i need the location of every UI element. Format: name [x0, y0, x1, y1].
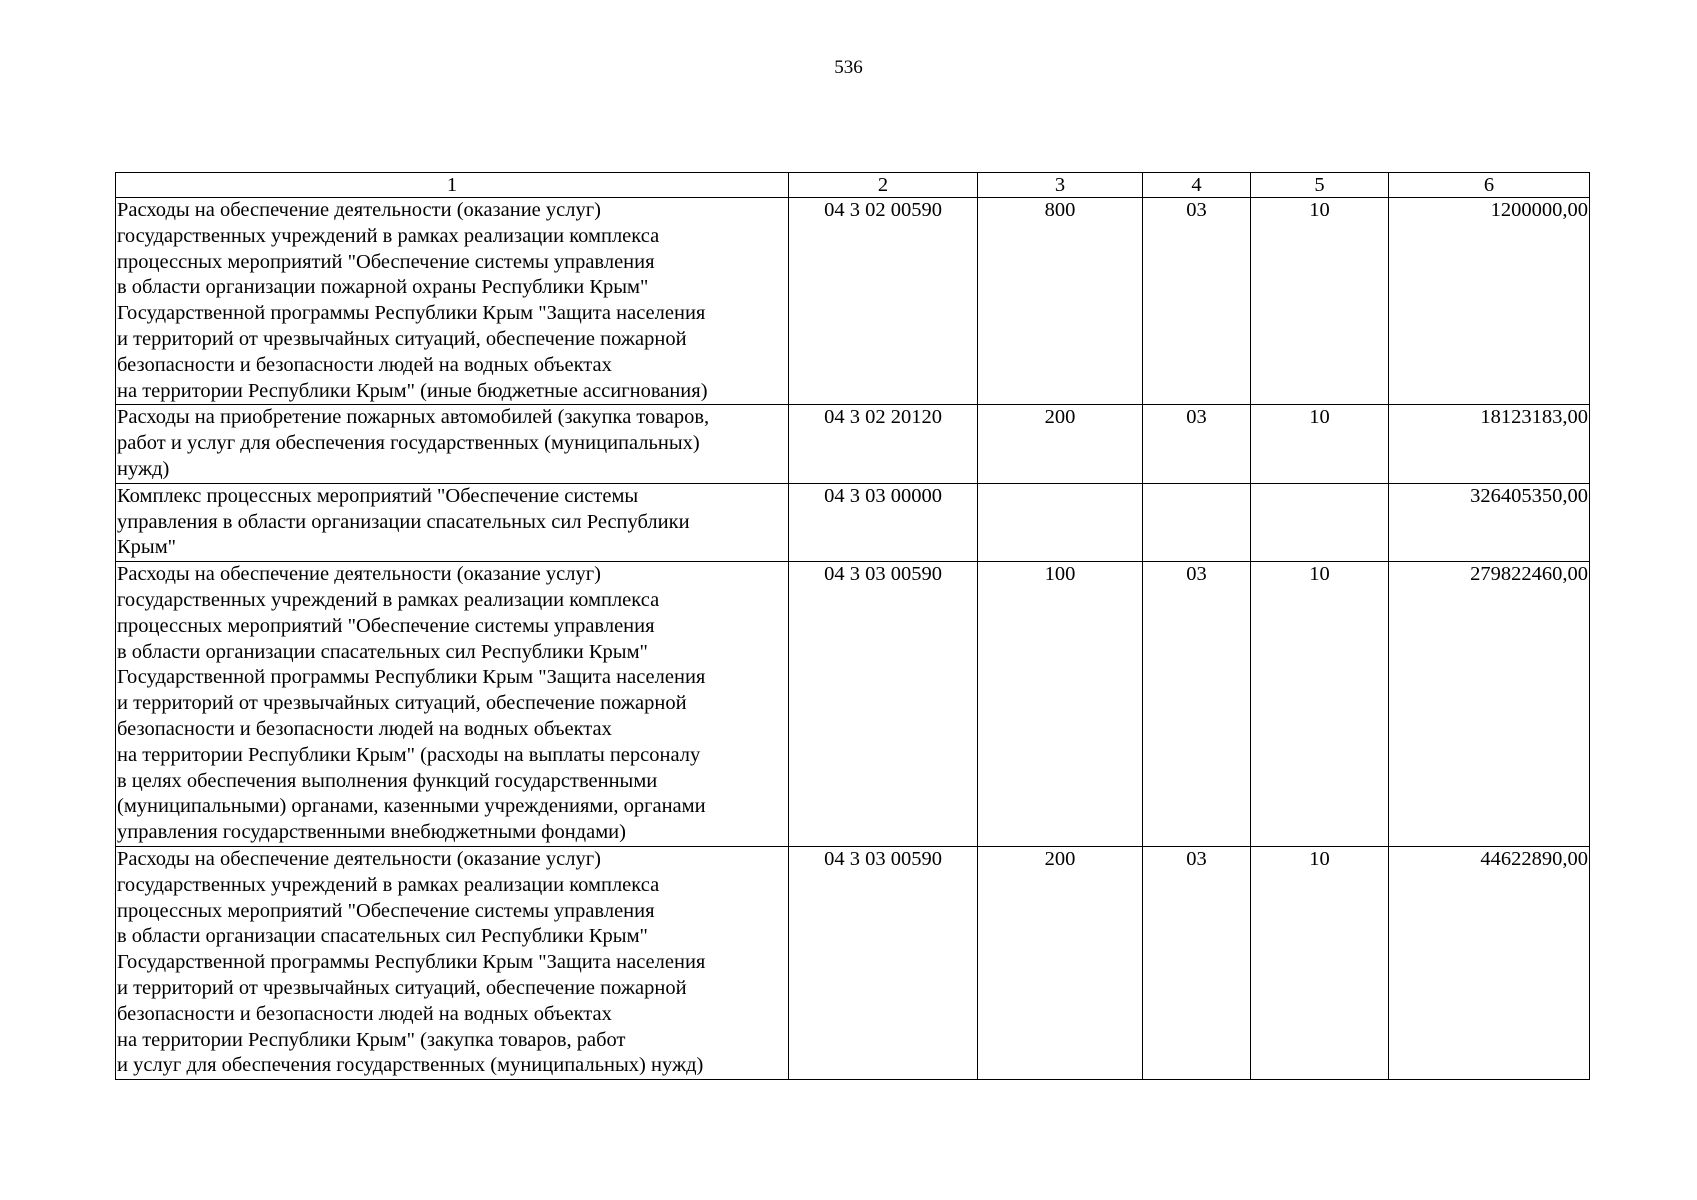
row-description [116, 405, 789, 483]
amount-value: 1200000,00 [1389, 198, 1590, 405]
description-line: процессных мероприятий "Обеспечение системы управления [117, 899, 655, 922]
column-header-2: 2 [789, 173, 978, 198]
classification-code: 04 3 02 00590 [789, 198, 978, 405]
section-code: 03 [1143, 846, 1251, 1079]
description-line: управления государственными внебюджетными фондами) [117, 821, 626, 844]
classification-code: 04 3 03 00590 [789, 846, 978, 1079]
description-line: безопасности и безопасности людей на водных объектах [117, 1002, 612, 1025]
column-header-4: 4 [1143, 173, 1251, 198]
description-line: Крым" [117, 536, 177, 559]
amount-value: 44622890,00 [1389, 846, 1590, 1079]
description-line: в целях обеспечения выполнения функций государственными [117, 769, 658, 792]
page-number: 536 [834, 57, 863, 78]
column-header-5: 5 [1251, 173, 1389, 198]
subsection-code [1251, 483, 1389, 561]
table-row [116, 846, 1590, 1079]
subsection-code: 10 [1251, 198, 1389, 405]
description-line: Государственной программы Республики Крым "Защита населения [117, 302, 706, 325]
table-row [116, 483, 1590, 561]
expense-type-code: 200 [978, 405, 1143, 483]
amount-value: 279822460,00 [1389, 562, 1590, 847]
expense-type-code: 800 [978, 198, 1143, 405]
row-description [116, 562, 789, 847]
classification-code: 04 3 03 00000 [789, 483, 978, 561]
column-header-1: 1 [116, 173, 789, 198]
budget-table [115, 172, 1590, 1080]
table-body [116, 198, 1590, 1080]
description-line: безопасности и безопасности людей на водных объектах [117, 353, 612, 376]
description-line: в области организации спасательных сил Республики Крым" [117, 925, 648, 948]
subsection-code: 10 [1251, 846, 1389, 1079]
expense-type-code: 200 [978, 846, 1143, 1079]
description-line: работ и услуг для обеспечения государственных (муниципальных) [117, 432, 700, 455]
row-description [116, 483, 789, 561]
description-line: процессных мероприятий "Обеспечение системы управления [117, 614, 655, 637]
subsection-code: 10 [1251, 562, 1389, 847]
amount-value: 326405350,00 [1389, 483, 1590, 561]
description-line: государственных учреждений в рамках реализации комплекса [117, 588, 660, 611]
description-line: (муниципальными) органами, казенными учреждениями, органами [117, 795, 706, 818]
table-row [116, 405, 1590, 483]
description-line: на территории Республики Крым" (иные бюджетные ассигнования) [117, 379, 708, 402]
description-line: процессных мероприятий "Обеспечение системы управления [117, 250, 655, 273]
column-header-3: 3 [978, 173, 1143, 198]
description-line: в области организации пожарной охраны Республики Крым" [117, 276, 649, 299]
row-description [116, 198, 789, 405]
expense-type-code: 100 [978, 562, 1143, 847]
section-code: 03 [1143, 562, 1251, 847]
description-line: на территории Республики Крым" (расходы на выплаты персоналу [117, 743, 701, 766]
row-description [116, 846, 789, 1079]
description-line: Расходы на обеспечение деятельности (оказание услуг) [117, 199, 601, 221]
description-line: и территорий от чрезвычайных ситуаций, обеспечение пожарной [117, 976, 687, 999]
table-header-row [116, 173, 1590, 198]
description-line: Расходы на обеспечение деятельности (оказание услуг) [117, 847, 601, 870]
description-line: Расходы на обеспечение деятельности (оказание услуг) [117, 563, 601, 586]
description-line: безопасности и безопасности людей на водных объектах [117, 717, 612, 740]
expense-type-code [978, 483, 1143, 561]
classification-code: 04 3 03 00590 [789, 562, 978, 847]
subsection-code: 10 [1251, 405, 1389, 483]
amount-value: 18123183,00 [1389, 405, 1590, 483]
description-line: Комплекс процессных мероприятий "Обеспечение системы [117, 484, 639, 507]
description-line: Расходы на приобретение пожарных автомобилей (закупка товаров, [117, 406, 710, 429]
description-line: государственных учреждений в рамках реализации комплекса [117, 224, 660, 247]
column-header-6: 6 [1389, 173, 1590, 198]
classification-code: 04 3 02 20120 [789, 405, 978, 483]
description-line: и территорий от чрезвычайных ситуаций, обеспечение пожарной [117, 692, 687, 715]
table-row [116, 562, 1590, 847]
description-line: Государственной программы Республики Крым "Защита населения [117, 666, 706, 689]
description-line: государственных учреждений в рамках реализации комплекса [117, 873, 660, 896]
description-line: нужд) [117, 457, 170, 480]
description-line: в области организации спасательных сил Республики Крым" [117, 640, 648, 663]
description-line: на территории Республики Крым" (закупка товаров, работ [117, 1028, 626, 1051]
description-line: и территорий от чрезвычайных ситуаций, обеспечение пожарной [117, 327, 687, 350]
description-line: управления в области организации спасательных сил Республики [117, 510, 690, 533]
section-code: 03 [1143, 405, 1251, 483]
table-row [116, 198, 1590, 405]
section-code: 03 [1143, 198, 1251, 405]
description-line: Государственной программы Республики Крым "Защита населения [117, 951, 706, 974]
description-line: и услуг для обеспечения государственных (муниципальных) нужд) [117, 1054, 704, 1077]
section-code [1143, 483, 1251, 561]
